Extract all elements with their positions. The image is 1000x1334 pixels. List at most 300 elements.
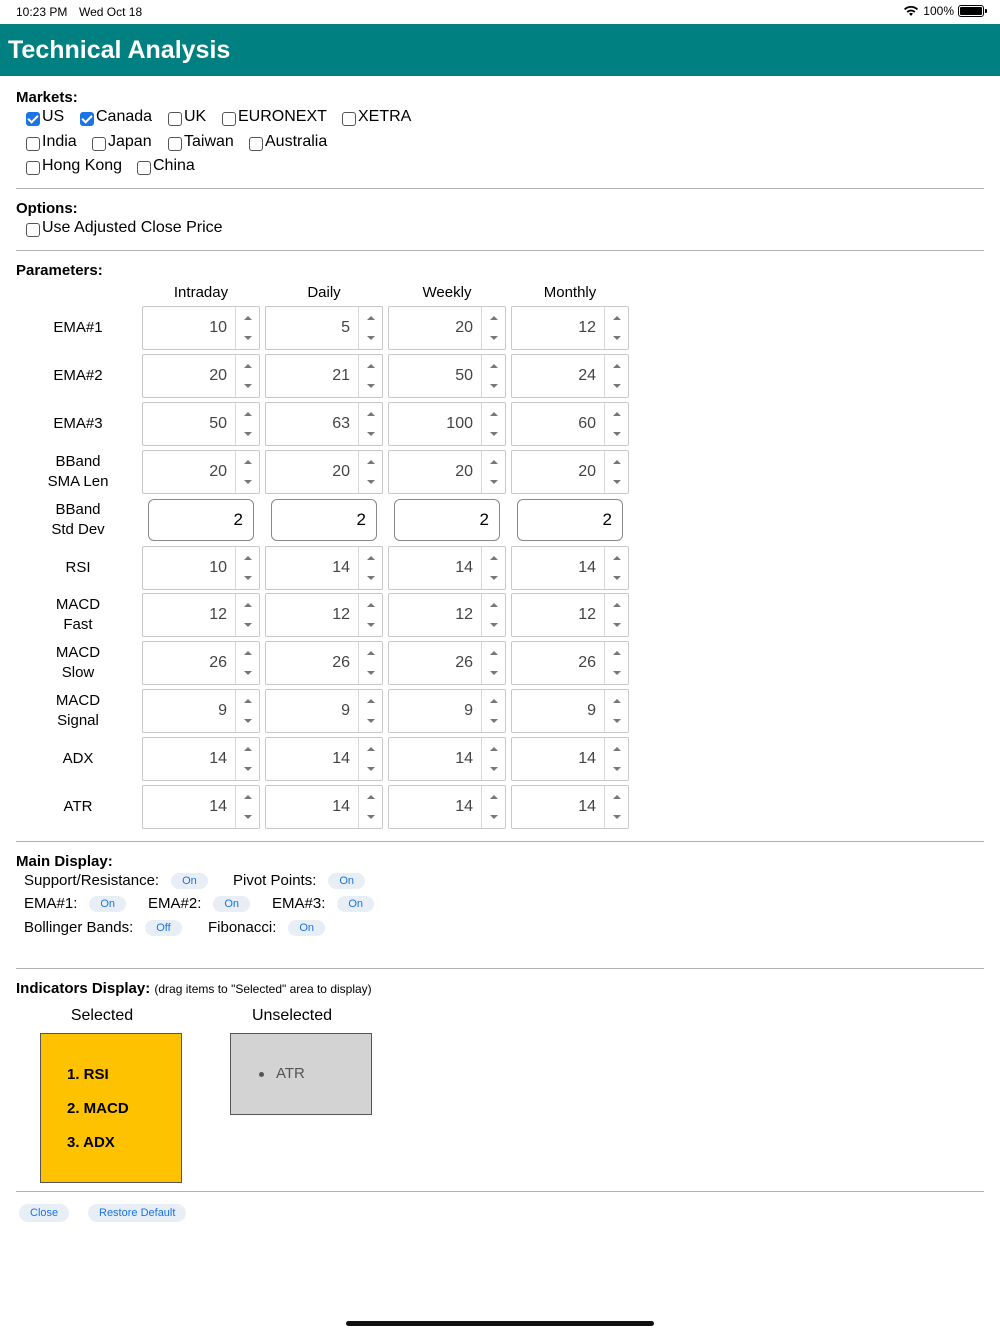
atr-daily-input[interactable] [265,785,383,829]
input-value: 9 [587,702,596,720]
stepper-buttons[interactable] [604,307,628,349]
main-display-title: Main Display: [16,853,113,870]
decrement-arrow-icon[interactable] [244,671,252,675]
increment-arrow-icon[interactable] [244,556,252,560]
decrement-arrow-icon[interactable] [367,384,375,388]
stepper-buttons[interactable] [481,690,505,732]
macd-fast-monthly-input[interactable] [511,593,629,637]
decrement-arrow-icon[interactable] [490,576,498,580]
input-value: 26 [578,654,596,672]
stepper-buttons[interactable] [604,738,628,780]
decrement-arrow-icon[interactable] [367,480,375,484]
app-header [0,24,1000,76]
input-value: 9 [218,702,227,720]
market-checkbox-china[interactable] [137,157,195,175]
increment-arrow-icon[interactable] [490,795,498,799]
stepper-buttons[interactable] [235,547,259,589]
checkbox-box[interactable] [26,161,40,175]
input-value: 14 [578,798,596,815]
decrement-arrow-icon[interactable] [490,671,498,675]
stepper-buttons[interactable] [235,594,259,636]
stepper-buttons[interactable] [235,451,259,493]
decrement-arrow-icon[interactable] [490,336,498,340]
decrement-arrow-icon[interactable] [244,767,252,771]
stepper-buttons[interactable] [235,642,259,684]
decrement-arrow-icon[interactable] [613,576,621,580]
input-value: 10 [209,558,227,576]
stepper-buttons[interactable] [481,786,505,828]
stepper-buttons[interactable] [358,786,382,828]
selected-list-title: Selected [70,1007,134,1024]
ema-2-monthly-input[interactable] [511,354,629,398]
selected-drop-area[interactable] [40,1033,182,1183]
input-value: 14 [332,558,350,576]
input-value: 14 [455,558,473,576]
row-label: MACD Signal [55,692,101,730]
increment-arrow-icon[interactable] [490,364,498,368]
decrement-arrow-icon[interactable] [490,384,498,388]
ema-2-daily-input[interactable] [265,354,383,398]
ema-1-weekly-input[interactable] [388,306,506,350]
increment-arrow-icon[interactable] [367,795,375,799]
input-value: 12 [578,319,596,336]
increment-arrow-icon[interactable] [367,556,375,560]
increment-arrow-icon[interactable] [244,747,252,751]
bband-std-dev-monthly-input[interactable] [517,499,623,541]
parameters-title: Parameters: [16,262,103,279]
stepper-buttons[interactable] [358,738,382,780]
market-checkbox-australia[interactable] [249,133,327,151]
wifi-icon [903,5,919,17]
stepper-buttons[interactable] [481,307,505,349]
support-resistance-toggle[interactable]: On [171,873,208,889]
item-label: ATR [276,1065,305,1082]
input-value: 12 [578,606,596,624]
stepper-buttons[interactable] [358,307,382,349]
macd-signal-weekly-input[interactable] [388,689,506,733]
ema-3-daily-input[interactable] [265,402,383,446]
selected-item-macd[interactable]: 2. MACD [67,1100,129,1117]
input-value: 14 [455,798,473,815]
checkbox-box[interactable] [26,112,40,126]
decrement-arrow-icon[interactable] [490,719,498,723]
unselected-drop-area[interactable] [230,1033,372,1115]
ema-1-monthly-input[interactable] [511,306,629,350]
markets-title: Markets: [16,89,78,106]
adx-daily-input[interactable] [265,737,383,781]
increment-arrow-icon[interactable] [613,556,621,560]
status-indicators [903,4,984,18]
decrement-arrow-icon[interactable] [490,767,498,771]
bollinger-bands-option [24,919,182,936]
fibonacci-option [208,919,325,936]
macd-slow-weekly-input[interactable] [388,641,506,685]
increment-arrow-icon[interactable] [244,651,252,655]
input-value: 20 [455,319,473,336]
increment-arrow-icon[interactable] [244,316,252,320]
decrement-arrow-icon[interactable] [367,767,375,771]
stepper-buttons[interactable] [235,355,259,397]
increment-arrow-icon[interactable] [490,651,498,655]
stepper-buttons[interactable] [604,690,628,732]
divider [16,841,984,842]
stepper-buttons[interactable] [604,594,628,636]
ema3-toggle[interactable]: On [337,896,374,912]
input-value: 14 [209,750,227,768]
input-value: 14 [209,798,227,815]
decrement-arrow-icon[interactable] [244,384,252,388]
increment-arrow-icon[interactable] [367,747,375,751]
market-checkbox-euronext[interactable] [222,108,327,126]
decrement-arrow-icon[interactable] [490,432,498,436]
macd-signal-intraday-input[interactable] [142,689,260,733]
decrement-arrow-icon[interactable] [490,623,498,627]
options-title: Options: [16,200,78,217]
increment-arrow-icon[interactable] [613,699,621,703]
stepper-buttons[interactable] [358,642,382,684]
input-value: 12 [209,606,227,624]
checkbox-label: XETRA [358,108,412,125]
stepper-buttons[interactable] [481,642,505,684]
decrement-arrow-icon[interactable] [367,815,375,819]
stepper-buttons[interactable] [604,355,628,397]
divider [16,968,984,969]
stepper-buttons[interactable] [235,738,259,780]
column-header-monthly: Monthly [543,284,597,301]
increment-arrow-icon[interactable] [613,412,621,416]
decrement-arrow-icon[interactable] [244,576,252,580]
checkbox-box[interactable] [92,137,106,151]
increment-arrow-icon[interactable] [490,460,498,464]
stepper-buttons[interactable] [481,355,505,397]
input-value: 5 [341,319,350,336]
atr-intraday-input[interactable] [142,785,260,829]
bband-sma-len-daily-input[interactable] [265,450,383,494]
decrement-arrow-icon[interactable] [613,336,621,340]
increment-arrow-icon[interactable] [367,651,375,655]
market-checkbox-us[interactable] [26,108,64,126]
increment-arrow-icon[interactable] [613,364,621,368]
adx-intraday-input[interactable] [142,737,260,781]
ema-1-intraday-input[interactable] [142,306,260,350]
stepper-buttons[interactable] [358,690,382,732]
increment-arrow-icon[interactable] [613,316,621,320]
decrement-arrow-icon[interactable] [490,815,498,819]
increment-arrow-icon[interactable] [490,556,498,560]
ema2-toggle[interactable]: On [213,896,250,912]
input-value: 2 [479,509,489,529]
stepper-buttons[interactable] [235,786,259,828]
divider [16,1191,984,1192]
stepper-buttons[interactable] [235,403,259,445]
status-time: 10:23 PM [16,5,68,19]
stepper-buttons[interactable] [358,547,382,589]
option-label: EMA#1: [24,895,78,912]
option-label: EMA#3: [272,895,326,912]
stepper-buttons[interactable] [358,594,382,636]
adx-monthly-input[interactable] [511,737,629,781]
row-label: RSI [65,558,91,576]
increment-arrow-icon[interactable] [367,460,375,464]
checkbox-box[interactable] [168,112,182,126]
decrement-arrow-icon[interactable] [244,719,252,723]
stepper-buttons[interactable] [358,451,382,493]
bband-sma-len-intraday-input[interactable] [142,450,260,494]
decrement-arrow-icon[interactable] [490,480,498,484]
bband-std-dev-intraday-input[interactable] [148,499,254,541]
market-checkbox-canada[interactable] [80,108,152,126]
checkbox-label: Taiwan [184,133,234,150]
macd-signal-daily-input[interactable] [265,689,383,733]
stepper-buttons[interactable] [481,403,505,445]
checkbox-box[interactable] [26,223,40,237]
increment-arrow-icon[interactable] [490,747,498,751]
macd-slow-intraday-input[interactable] [142,641,260,685]
decrement-arrow-icon[interactable] [244,623,252,627]
checkbox-box[interactable] [26,137,40,151]
checkbox-label: US [42,108,65,125]
ema-3-monthly-input[interactable] [511,402,629,446]
checkbox-label: Use Adjusted Close Price [42,219,223,236]
checkbox-label: UK [184,108,207,125]
support-resistance-option [24,872,208,889]
checkbox-box[interactable] [168,137,182,151]
increment-arrow-icon[interactable] [244,603,252,607]
row-label: EMA#2 [53,366,103,384]
input-value: 14 [332,798,350,815]
decrement-arrow-icon[interactable] [367,719,375,723]
input-value: 2 [233,509,243,529]
rsi-daily-input[interactable] [265,546,383,590]
bollinger-bands-toggle[interactable]: Off [145,920,181,936]
input-value: 100 [446,414,473,432]
restore-default-button[interactable]: Restore Default [88,1204,186,1222]
checkbox-box[interactable] [222,112,236,126]
input-value: 14 [578,750,596,768]
input-value: 50 [455,366,473,384]
fibonacci-toggle[interactable]: On [288,920,325,936]
stepper-buttons[interactable] [358,403,382,445]
decrement-arrow-icon[interactable] [613,384,621,388]
input-value: 26 [455,654,473,672]
input-value: 14 [332,750,350,768]
option-label: Support/Resistance: [24,872,160,889]
stepper-buttons[interactable] [481,547,505,589]
increment-arrow-icon[interactable] [613,460,621,464]
ema-3-weekly-input[interactable] [388,402,506,446]
decrement-arrow-icon[interactable] [244,432,252,436]
stepper-buttons[interactable] [604,451,628,493]
ema-1-daily-input[interactable] [265,306,383,350]
input-value: 63 [332,414,350,432]
stepper-buttons[interactable] [604,642,628,684]
bband-std-dev-weekly-input[interactable] [394,499,500,541]
increment-arrow-icon[interactable] [367,316,375,320]
checkbox-label: Japan [108,133,152,150]
stepper-buttons[interactable] [481,594,505,636]
input-value: 12 [332,606,350,624]
stepper-buttons[interactable] [235,690,259,732]
atr-monthly-input[interactable] [511,785,629,829]
input-value: 2 [602,509,612,529]
stepper-buttons[interactable] [604,547,628,589]
market-checkbox-india[interactable] [26,133,77,151]
increment-arrow-icon[interactable] [367,364,375,368]
bband-std-dev-daily-input[interactable] [271,499,377,541]
market-checkbox-xetra[interactable] [342,108,411,126]
battery-percent: 100% [923,4,954,18]
pivot-points-option [233,872,365,889]
rsi-weekly-input[interactable] [388,546,506,590]
increment-arrow-icon[interactable] [490,316,498,320]
input-value: 50 [209,414,227,432]
option-label: Bollinger Bands: [24,919,134,936]
decrement-arrow-icon[interactable] [613,432,621,436]
input-value: 26 [209,654,227,672]
ema-3-intraday-input[interactable] [142,402,260,446]
decrement-arrow-icon[interactable] [244,336,252,340]
checkbox-box[interactable] [80,112,94,126]
divider [16,250,984,251]
row-label: ATR [63,798,93,815]
checkbox-box[interactable] [249,137,263,151]
increment-arrow-icon[interactable] [367,699,375,703]
increment-arrow-icon[interactable] [367,603,375,607]
battery-icon [958,5,984,17]
market-checkbox-japan[interactable] [92,133,152,151]
decrement-arrow-icon[interactable] [613,623,621,627]
ema3-option [272,895,374,912]
checkbox-label: EURONEXT [238,108,327,125]
ema-2-intraday-input[interactable] [142,354,260,398]
increment-arrow-icon[interactable] [244,460,252,464]
selected-item-adx[interactable]: 3. ADX [67,1134,115,1151]
input-value: 9 [464,702,473,720]
market-checkbox-taiwan[interactable] [168,133,234,151]
pivot-points-toggle[interactable]: On [328,873,365,889]
input-value: 10 [209,319,227,336]
increment-arrow-icon[interactable] [613,795,621,799]
row-label: BBand SMA Len [47,452,109,490]
input-value: 26 [332,654,350,672]
rsi-monthly-input[interactable] [511,546,629,590]
stepper-buttons[interactable] [481,451,505,493]
increment-arrow-icon[interactable] [613,603,621,607]
macd-fast-intraday-input[interactable] [142,593,260,637]
decrement-arrow-icon[interactable] [613,815,621,819]
rsi-intraday-input[interactable] [142,546,260,590]
stepper-buttons[interactable] [604,403,628,445]
divider [16,188,984,189]
decrement-arrow-icon[interactable] [367,623,375,627]
row-label: ADX [62,750,94,768]
checkbox-label: India [42,133,77,150]
increment-arrow-icon[interactable] [490,699,498,703]
adjusted-close-checkbox[interactable] [26,219,223,237]
input-value: 9 [341,702,350,720]
decrement-arrow-icon[interactable] [367,336,375,340]
input-value: 21 [332,366,350,384]
row-label: MACD Slow [55,644,101,682]
market-checkbox-uk[interactable] [168,108,206,126]
increment-arrow-icon[interactable] [613,651,621,655]
stepper-buttons[interactable] [604,786,628,828]
macd-signal-monthly-input[interactable] [511,689,629,733]
macd-fast-weekly-input[interactable] [388,593,506,637]
column-header-intraday: Intraday [173,284,229,301]
close-button[interactable]: Close [19,1204,69,1222]
stepper-buttons[interactable] [481,738,505,780]
increment-arrow-icon[interactable] [244,795,252,799]
macd-slow-monthly-input[interactable] [511,641,629,685]
decrement-arrow-icon[interactable] [613,719,621,723]
input-value: 20 [209,462,227,480]
increment-arrow-icon[interactable] [490,412,498,416]
ema-2-weekly-input[interactable] [388,354,506,398]
decrement-arrow-icon[interactable] [613,767,621,771]
input-value: 14 [578,558,596,576]
stepper-buttons[interactable] [358,355,382,397]
increment-arrow-icon[interactable] [244,412,252,416]
option-label: Pivot Points: [233,872,317,889]
home-indicator [346,1321,654,1326]
bullet-icon [259,1072,264,1077]
input-value: 12 [455,606,473,624]
stepper-buttons[interactable] [235,307,259,349]
decrement-arrow-icon[interactable] [613,671,621,675]
decrement-arrow-icon[interactable] [367,671,375,675]
row-label: EMA#3 [53,414,103,432]
unselected-item-atr[interactable] [259,1065,305,1082]
input-value: 2 [356,509,366,529]
increment-arrow-icon[interactable] [490,603,498,607]
macd-slow-daily-input[interactable] [265,641,383,685]
option-label: EMA#2: [148,895,202,912]
market-checkbox-hong-kong[interactable] [26,157,122,175]
checkbox-label: Australia [265,133,328,150]
bband-sma-len-weekly-input[interactable] [388,450,506,494]
decrement-arrow-icon[interactable] [244,480,252,484]
row-label: MACD Fast [55,596,101,634]
indicators-note: (drag items to "Selected" area to display) [154,982,372,996]
decrement-arrow-icon[interactable] [613,480,621,484]
checkbox-box[interactable] [137,161,151,175]
increment-arrow-icon[interactable] [367,412,375,416]
bband-sma-len-monthly-input[interactable] [511,450,629,494]
row-label: BBand Std Dev [51,500,105,538]
selected-item-rsi[interactable]: 1. RSI [67,1066,109,1083]
status-bar [0,0,1000,24]
increment-arrow-icon[interactable] [244,699,252,703]
macd-fast-daily-input[interactable] [265,593,383,637]
column-header-weekly: Weekly [422,284,472,301]
ema1-option [24,895,126,912]
increment-arrow-icon[interactable] [613,747,621,751]
indicators-title-text: Indicators Display: [16,980,151,997]
decrement-arrow-icon[interactable] [367,576,375,580]
adx-weekly-input[interactable] [388,737,506,781]
decrement-arrow-icon[interactable] [244,815,252,819]
input-value: 20 [578,462,596,480]
atr-weekly-input[interactable] [388,785,506,829]
ema2-option [148,895,250,912]
input-value: 14 [455,750,473,768]
ema1-toggle[interactable]: On [89,896,126,912]
checkbox-box[interactable] [342,112,356,126]
input-value: 20 [332,462,350,480]
decrement-arrow-icon[interactable] [367,432,375,436]
increment-arrow-icon[interactable] [244,364,252,368]
